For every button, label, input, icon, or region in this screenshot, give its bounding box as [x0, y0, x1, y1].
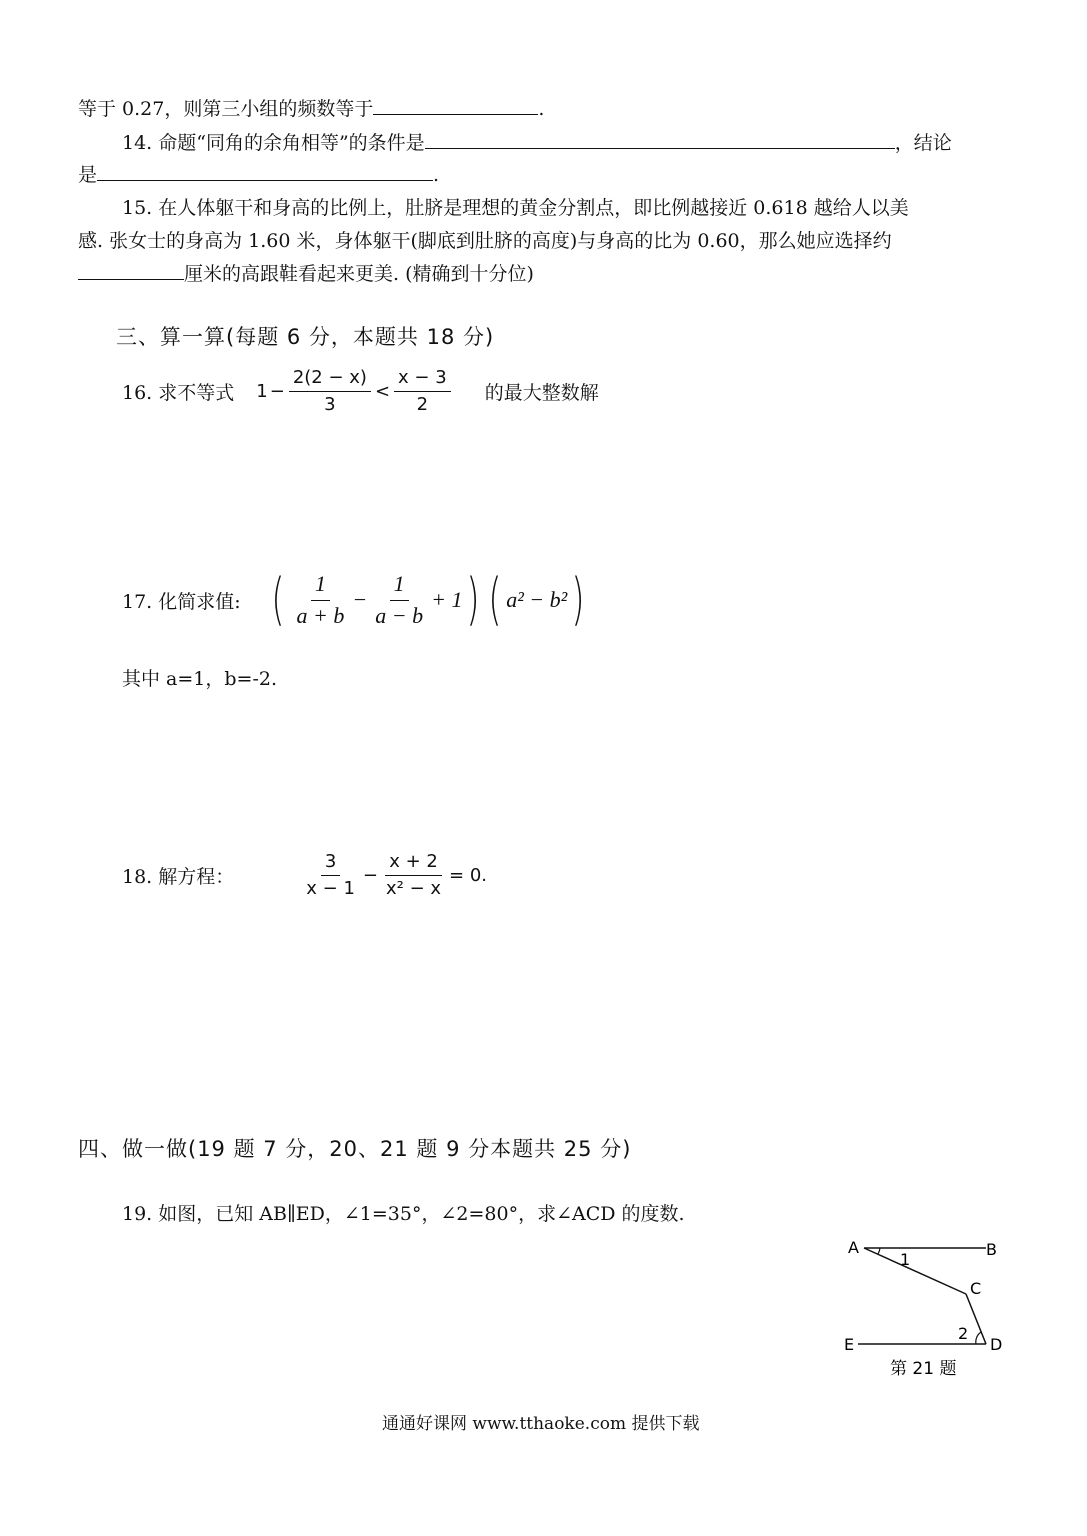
q17-plus-one: + 1: [431, 587, 463, 612]
q16-den2: 2: [416, 393, 429, 415]
label-d: D: [990, 1335, 1003, 1354]
q16-one: 1: [256, 380, 268, 402]
q16-fraction-2: [394, 368, 451, 415]
label-angle-2: 2: [958, 1324, 969, 1343]
q16-den1: 3: [324, 393, 336, 415]
angle-2-arc: [976, 1332, 981, 1344]
q16-label: 16. 求不等式: [122, 381, 235, 404]
q14-is: 是: [78, 164, 98, 186]
q14-text: 14. 命题“同角的余角相等”的条件是: [122, 132, 425, 154]
q18-minus: −: [362, 864, 378, 886]
q13-period: .: [538, 98, 545, 120]
q14-conclusion-label: ，结论: [894, 132, 952, 154]
q18-den1: x − 1: [306, 877, 355, 899]
q18-den2: x² − x: [386, 877, 442, 899]
q18-row: [122, 852, 487, 899]
line-cd: [966, 1294, 986, 1344]
q14-line1: [122, 128, 952, 155]
q17-num2: 1: [390, 572, 409, 600]
q17-den1: a + b: [296, 602, 345, 628]
q15-text-end: 厘米的高跟鞋看起来更美. (精确到十分位): [184, 263, 534, 285]
q18-num2: x + 2: [385, 852, 442, 876]
q13-answer-blank[interactable]: [373, 94, 538, 115]
q19-text: 19. 如图，已知 AB∥ED，∠1=35°，∠2=80°，求∠ACD 的度数.: [122, 1203, 685, 1225]
label-e: E: [844, 1335, 855, 1354]
q14-period: .: [433, 164, 440, 186]
q13-text: 等于 0.27，则第三小组的频数等于: [78, 98, 374, 120]
q18-fraction-2: [382, 852, 445, 899]
q14-line2: [78, 160, 439, 187]
q16-fraction-1: [289, 368, 371, 415]
q15-line1: 15. 在人体躯干和身高的比例上，肚脐是理想的黄金分割点，即比例越接近 0.618 越给人以美: [122, 197, 909, 219]
q17-left-paren: (: [271, 567, 285, 632]
q14-condition-blank[interactable]: [425, 128, 895, 149]
line-ac: [864, 1248, 966, 1294]
q15-line2: 感. 张女士的身高为 1.60 米，身体躯干(脚底到肚脐的高度)与身高的比为 0.60，那么她应选择约: [78, 230, 892, 252]
q17-num1: 1: [311, 572, 330, 600]
q17-factor: a² − b²: [506, 587, 568, 612]
geometry-figure: [836, 1232, 1016, 1382]
label-b: B: [986, 1240, 997, 1259]
q17-right-paren-2: ): [571, 567, 585, 632]
q14-conclusion-blank[interactable]: [97, 160, 433, 181]
q13-continuation: [78, 94, 544, 121]
q15-answer-blank[interactable]: [78, 259, 184, 280]
label-angle-1: 1: [900, 1250, 911, 1269]
q18-fraction-1: [302, 852, 359, 899]
q17-right-paren: ): [466, 567, 480, 632]
section4-heading: 四、做一做(19 题 7 分，20、21 题 9 分本题共 25 分): [78, 1137, 632, 1161]
q16-less-than: <: [374, 380, 391, 402]
q17-label: 17. 化简求值:: [122, 590, 241, 613]
q17-row: [122, 567, 589, 632]
q16-minus: −: [269, 380, 285, 402]
q17-left-paren-2: (: [488, 567, 502, 632]
q17-den2: a − b: [375, 602, 424, 628]
q16-num1: 2(2 − x): [289, 368, 371, 392]
label-c: C: [970, 1279, 982, 1298]
q16-num2: x − 3: [394, 368, 451, 392]
angle-1-arc: [878, 1248, 880, 1254]
figure-caption: 第 21 题: [890, 1359, 957, 1379]
footer-text: 通通好课网 www.tthaoke.com 提供下载: [382, 1414, 700, 1434]
q17-condition: 其中 a=1，b=-2.: [122, 668, 278, 690]
q16-row: [122, 368, 599, 415]
q18-label: 18. 解方程：: [122, 865, 235, 888]
q15-line3: [78, 259, 534, 286]
q17-fraction-1: [293, 572, 349, 627]
q18-equals-zero: = 0.: [449, 864, 488, 886]
q17-fraction-2: [371, 572, 427, 627]
q18-num1: 3: [321, 852, 340, 876]
label-a: A: [848, 1238, 859, 1257]
q16-tail: 的最大整数解: [484, 381, 599, 404]
q17-minus: −: [352, 587, 368, 612]
section3-heading: 三、算一算(每题 6 分，本题共 18 分): [116, 325, 495, 349]
